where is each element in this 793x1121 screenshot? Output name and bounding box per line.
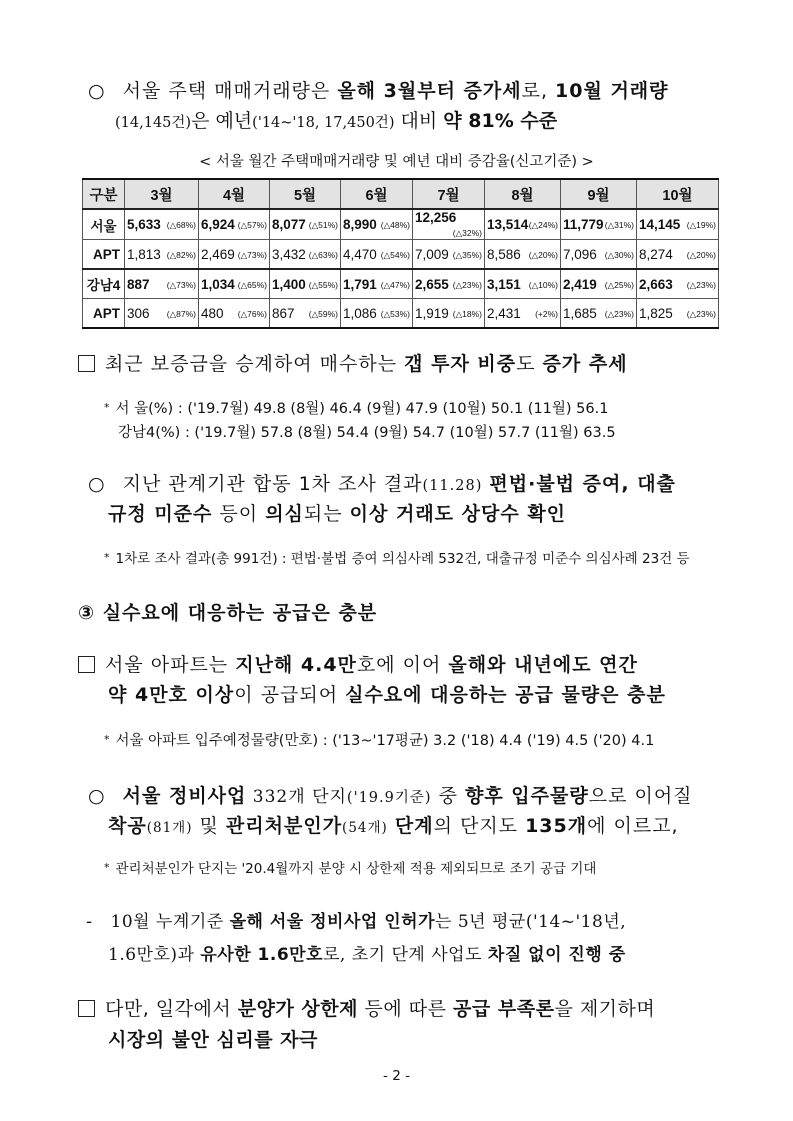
cell-value: 3,432: [272, 246, 306, 262]
cell-value: 3,151: [487, 276, 521, 292]
cell-value: 2,469: [201, 246, 235, 262]
square-bullet-icon: [78, 355, 95, 372]
cell-change-rate: (△19%): [686, 220, 716, 230]
table-cell: [341, 240, 413, 270]
column-header-month: 3월: [125, 179, 199, 209]
square-paragraph-market-anxiety: 다만, 일각에서 분양가 상한제 등에 따른 공급 부족론을 제기하며: [78, 994, 655, 1021]
table-cell: [485, 269, 561, 299]
table-cell: [125, 240, 199, 270]
table-cell: [270, 269, 341, 299]
cell-change-rate: (△23%): [686, 308, 716, 319]
table-cell: [485, 209, 561, 240]
cell-change-rate: (△18%): [452, 308, 482, 319]
circle-bullet: ○: [88, 80, 106, 102]
cell-value: 8,586: [487, 246, 521, 262]
cell-value: 1,034: [201, 276, 235, 292]
cell-value: 2,419: [563, 276, 597, 292]
table-cell: [199, 209, 270, 240]
square-paragraph-supply-line2: 약 4만호 이상이 공급되어 실수요에 대응하는 공급 물량은 충분: [108, 684, 666, 706]
cell-value: 7,096: [563, 246, 597, 262]
row-header-region: 서울: [83, 209, 125, 240]
section-heading: ③ 실수요에 대응하는 공급은 충분: [78, 602, 378, 624]
cell-change-rate: (△53%): [380, 308, 410, 319]
cell-change-rate: (△47%): [380, 279, 410, 290]
monthly-trade-table: [82, 178, 719, 329]
cell-change-rate: (△82%): [166, 249, 196, 260]
cell-value: 8,274: [639, 246, 673, 262]
cell-value: 13,514: [487, 217, 529, 232]
cell-value: 6,924: [201, 217, 235, 232]
cell-value: 12,256: [415, 210, 457, 225]
table-cell: [561, 299, 637, 329]
asterisk-marker: *: [104, 551, 110, 564]
cell-change-rate: (△30%): [604, 249, 634, 260]
cell-value: 7,009: [415, 246, 449, 262]
cell-change-rate: (△63%): [308, 249, 338, 260]
square-paragraph-gap-investment: 최근 보증금을 승계하여 매수하는 갭 투자 비중도 증가 추세: [78, 349, 628, 376]
cell-value: 14,145: [639, 217, 681, 232]
bullet-paragraph-redevelopment: ○ 서울 정비사업 332개 단지('19.9기준) 중 향후 입주물량으로 이어질: [88, 785, 693, 807]
cell-change-rate: (△73%): [166, 279, 196, 290]
cell-change-rate: (△68%): [166, 220, 196, 230]
cell-value: 2,663: [639, 276, 673, 292]
asterisk-marker: *: [104, 861, 110, 874]
table-cell: [199, 269, 270, 299]
table-cell: [341, 209, 413, 240]
cell-value: 2,655: [415, 276, 449, 292]
note-move-in-volume: * 서울 아파트 입주예정물량(만호) : ('13~'17평균) 3.2 ('18) 4.4 ('19) 4.5 ('20) 4.1: [104, 733, 655, 749]
table-cell: [561, 209, 637, 240]
table-cell: [485, 299, 561, 329]
square-bullet-icon: [78, 1000, 95, 1017]
table-cell: [413, 209, 485, 240]
table-row: [83, 299, 719, 329]
cell-value: 1,791: [343, 276, 377, 292]
cell-change-rate: (△48%): [380, 220, 410, 230]
dash-paragraph-permits-line2: 1.6만호)과 유사한 1.6만호로, 초기 단계 사업도 차질 없이 진행 중: [108, 945, 626, 965]
bullet-paragraph-trade-volume-line2: (14,145건)은 예년('14~'18, 17,450건) 대비 약 81% 수준: [115, 110, 558, 132]
table-cell: [637, 269, 719, 299]
cell-change-rate: (△73%): [237, 249, 267, 260]
column-header-month: 7월: [413, 179, 485, 209]
table-cell: [637, 240, 719, 270]
table-row: [83, 209, 719, 240]
cell-value: 1,400: [272, 276, 306, 292]
column-header-month: 6월: [341, 179, 413, 209]
cell-change-rate: (△10%): [528, 279, 558, 290]
cell-value: 1,685: [563, 305, 597, 321]
circle-bullet: ○: [88, 473, 106, 495]
cell-value: 1,825: [639, 305, 673, 321]
dash-bullet: -: [86, 912, 93, 932]
circle-bullet: ○: [88, 785, 106, 807]
asterisk-marker: *: [104, 733, 110, 746]
table-cell: [413, 299, 485, 329]
table-cell: [199, 299, 270, 329]
cell-value: 867: [272, 305, 295, 321]
table-cell: [637, 209, 719, 240]
cell-change-rate: (△59%): [308, 308, 338, 319]
table-row: [83, 269, 719, 299]
column-header-month: 10월: [637, 179, 719, 209]
table-header-row: [83, 179, 719, 209]
cell-change-rate: (△87%): [166, 308, 196, 319]
bullet-paragraph-investigation: ○ 지난 관계기관 합동 1차 조사 결과(11.28) 편법·불법 증여, 대출: [88, 473, 676, 495]
column-header-category: 구분: [83, 179, 125, 209]
page-number: - 2 -: [383, 1068, 410, 1084]
cell-change-rate: (△51%): [308, 220, 338, 230]
cell-change-rate: (+2%): [535, 308, 558, 319]
table-cell: [413, 269, 485, 299]
cell-change-rate: (△55%): [308, 279, 338, 290]
cell-change-rate: (△20%): [686, 249, 716, 260]
cell-value: 1,086: [343, 305, 377, 321]
table-cell: [125, 269, 199, 299]
square-paragraph-supply: 서울 아파트는 지난해 4.4만호에 이어 올해와 내년에도 연간: [78, 650, 638, 677]
table-cell: [199, 240, 270, 270]
column-header-month: 5월: [270, 179, 341, 209]
cell-value: 480: [201, 305, 224, 321]
note-line-gangnam: 강남4(%) : ('19.7월) 57.8 (8월) 54.4 (9월) 54.7 (10월) 57.7 (11월) 63.5: [118, 425, 616, 441]
note-management-disposal: * 관리처분인가 단지는 '20.4월까지 분양 시 상한제 적용 제외되므로 조기 공급 기대: [104, 861, 597, 877]
table-row: [83, 240, 719, 270]
row-header-region: 강남4: [83, 269, 125, 299]
table-cell: [270, 299, 341, 329]
square-paragraph-market-anxiety-line2: 시장의 불안 심리를 자극: [108, 1029, 318, 1051]
cell-value: 306: [127, 305, 150, 321]
column-header-month: 9월: [561, 179, 637, 209]
table-cell: [270, 240, 341, 270]
cell-value: 2,431: [487, 305, 521, 321]
cell-value: 887: [127, 276, 150, 292]
table-cell: [561, 240, 637, 270]
cell-change-rate: (△20%): [528, 249, 558, 260]
table-cell: [270, 209, 341, 240]
cell-change-rate: (△25%): [604, 279, 634, 290]
cell-change-rate: (△24%): [528, 220, 558, 230]
cell-change-rate: (△35%): [452, 249, 482, 260]
table-cell: [485, 240, 561, 270]
cell-change-rate: (△23%): [604, 308, 634, 319]
column-header-month: 4월: [199, 179, 270, 209]
table-cell: [637, 299, 719, 329]
note-gap-ratio: [104, 397, 608, 418]
cell-value: 8,990: [343, 217, 377, 232]
dash-paragraph-permits: - 10월 누계기준 올해 서울 정비사업 인허가는 5년 평균('14~'18년,: [86, 912, 627, 932]
cell-change-rate: (△54%): [380, 249, 410, 260]
cell-value: 1,813: [127, 246, 161, 262]
table-caption: < 서울 월간 주택매매거래량 및 예년 대비 증감율(신고기준) >: [199, 154, 594, 170]
bullet-paragraph-trade-volume: ○ 서울 주택 매매거래량은 올해 3월부터 증가세로, 10월 거래량: [88, 80, 669, 102]
cell-change-rate: (△23%): [686, 279, 716, 290]
asterisk-marker: *: [104, 401, 110, 414]
note-line-seoul: 서 울(%) : ('19.7월) 49.8 (8월) 46.4 (9월) 47.9 (10월) 50.1 (11월) 56.1: [115, 401, 609, 417]
table-cell: [561, 269, 637, 299]
row-header-apt: APT: [83, 299, 125, 329]
table-cell: [125, 299, 199, 329]
cell-change-rate: (△31%): [604, 220, 634, 230]
row-header-apt: APT: [83, 240, 125, 270]
cell-value: 1,919: [415, 305, 449, 321]
table-cell: [341, 299, 413, 329]
column-header-month: 8월: [485, 179, 561, 209]
table-cell: [125, 209, 199, 240]
cell-change-rate: (△23%): [452, 279, 482, 290]
table-cell: [341, 269, 413, 299]
bullet-paragraph-redevelopment-line2: 착공(81개) 및 관리처분인가(54개) 단계의 단지도 135개에 이르고,: [108, 815, 679, 837]
cell-value: 11,779: [563, 217, 604, 232]
cell-value: 5,633: [127, 217, 161, 232]
square-bullet-icon: [78, 656, 95, 673]
cell-value: 4,470: [343, 246, 377, 262]
table-cell: [413, 240, 485, 270]
note-investigation-result: * 1차로 조사 결과(총 991건) : 편법·불법 증여 의심사례 532건, 대출규정 미준수 의심사례 23건 등: [104, 551, 690, 567]
cell-change-rate: (△32%): [452, 228, 482, 238]
bullet-paragraph-investigation-line2: 규정 미준수 등이 의심되는 이상 거래도 상당수 확인: [108, 503, 567, 525]
cell-change-rate: (△57%): [237, 220, 267, 230]
cell-change-rate: (△65%): [237, 279, 267, 290]
cell-value: 8,077: [272, 217, 306, 232]
cell-change-rate: (△76%): [237, 308, 267, 319]
